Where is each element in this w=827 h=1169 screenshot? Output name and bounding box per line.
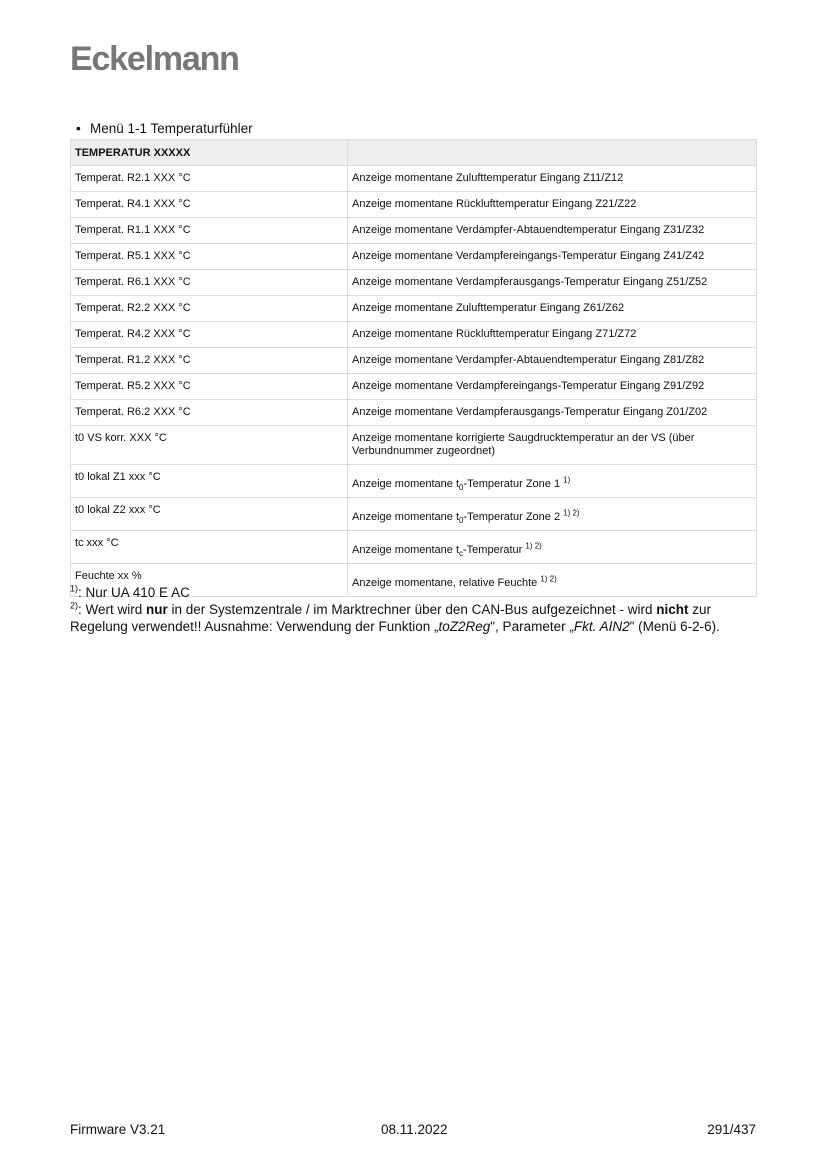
param-cell: Feuchte xx %	[71, 564, 348, 597]
section-heading	[76, 121, 253, 136]
footnote-2-text: zur Regelung verwendet!! Ausnahme: Verwendung der Funktion „	[70, 602, 711, 634]
footnote-2-text: ", Parameter „	[490, 619, 574, 634]
desc-cell	[348, 531, 757, 564]
table-header-desc	[348, 140, 757, 166]
param-cell: tc xxx °C	[71, 531, 348, 564]
desc-cell: Anzeige momentane Verdampfereingangs-Temperatur Eingang Z41/Z42	[348, 244, 757, 270]
footnote-1	[70, 584, 760, 601]
table-row	[71, 166, 757, 192]
footer-date: 08.11.2022	[381, 1122, 448, 1137]
desc-cell: Anzeige momentane Verdampfer-Abtauendtemperatur Eingang Z31/Z32	[348, 218, 757, 244]
param-cell: Temperat. R4.2 XXX °C	[71, 322, 348, 348]
footnote-2-italic-parameter: Fkt. AIN2	[573, 619, 630, 634]
table-row	[71, 296, 757, 322]
param-cell: Temperat. R2.1 XXX °C	[71, 166, 348, 192]
table-row	[71, 400, 757, 426]
param-cell: Temperat. R2.2 XXX °C	[71, 296, 348, 322]
table-row	[71, 322, 757, 348]
footnote-2-text: : Wert wird	[78, 602, 147, 617]
table-row	[71, 244, 757, 270]
desc-text-cont: -Temperatur	[463, 544, 526, 556]
desc-cell: Anzeige momentane Zulufttemperatur Eingang Z61/Z62	[348, 296, 757, 322]
desc-cell: Anzeige momentane Zulufttemperatur Eingang Z11/Z12	[348, 166, 757, 192]
param-cell: Temperat. R5.1 XXX °C	[71, 244, 348, 270]
footnotes	[70, 584, 760, 635]
desc-cell: Anzeige momentane Verdampfer-Abtauendtemperatur Eingang Z81/Z82	[348, 348, 757, 374]
param-cell: Temperat. R5.2 XXX °C	[71, 374, 348, 400]
desc-footnote-ref: 1) 2)	[525, 541, 542, 551]
footnote-2-text: " (Menü 6-2-6).	[629, 619, 720, 634]
desc-subscript: 0	[459, 483, 464, 493]
desc-text: Anzeige momentane t	[352, 478, 460, 490]
footnote-2-mark: 2)	[70, 600, 79, 611]
table-row	[71, 192, 757, 218]
desc-footnote-ref: 1) 2)	[563, 508, 580, 518]
footnote-1-mark: 1)	[70, 583, 79, 594]
footnote-2-italic-function: toZ2Reg	[438, 619, 491, 634]
footer-page-number: 291/437	[707, 1122, 756, 1137]
desc-footnote-ref: 1) 2)	[540, 574, 557, 584]
desc-cell: Anzeige momentane Rücklufttemperatur Eingang Z21/Z22	[348, 192, 757, 218]
desc-cell: Anzeige momentane Rücklufttemperatur Eingang Z71/Z72	[348, 322, 757, 348]
desc-cell: Anzeige momentane Verdampferausgangs-Temperatur Eingang Z01/Z02	[348, 400, 757, 426]
table-header-row	[71, 140, 757, 166]
param-cell: t0 lokal Z1 xxx °C	[71, 465, 348, 498]
footnote-2	[70, 601, 760, 635]
param-cell: Temperat. R6.2 XXX °C	[71, 400, 348, 426]
eckelmann-logo: Eckelmann	[70, 40, 239, 78]
table-row	[71, 374, 757, 400]
desc-subscript: c	[459, 549, 464, 559]
desc-footnote-ref: 1)	[563, 475, 571, 485]
param-cell: Temperat. R6.1 XXX °C	[71, 270, 348, 296]
footer-firmware: Firmware V3.21	[70, 1122, 166, 1137]
desc-cell: Anzeige momentane korrigierte Saugdrucktemperatur an der VS (über Verbundnummer zugeordnet)	[348, 426, 757, 465]
temperature-menu-table	[70, 139, 757, 597]
param-cell: t0 lokal Z2 xxx °C	[71, 498, 348, 531]
desc-cell	[348, 465, 757, 498]
table-row	[71, 498, 757, 531]
desc-subscript: 0	[459, 516, 464, 526]
footnote-2-text: in der Systemzentrale / im Marktrechner über den CAN-Bus aufgezeichnet - wird	[167, 602, 657, 617]
footnote-2-bold-nicht: nicht	[656, 602, 689, 617]
table-row	[71, 270, 757, 296]
desc-text: Anzeige momentane t	[352, 544, 460, 556]
table-row	[71, 348, 757, 374]
table-row	[71, 465, 757, 498]
desc-text: Anzeige momentane t	[352, 511, 460, 523]
desc-cell: Anzeige momentane Verdampferausgangs-Temperatur Eingang Z51/Z52	[348, 270, 757, 296]
table-row	[71, 218, 757, 244]
section-title: Menü 1-1 Temperaturfühler	[90, 121, 253, 136]
param-cell: t0 VS korr. XXX °C	[71, 426, 348, 465]
desc-cell: Anzeige momentane Verdampfereingangs-Temperatur Eingang Z91/Z92	[348, 374, 757, 400]
desc-text: Anzeige momentane, relative Feuchte	[352, 577, 541, 589]
param-cell: Temperat. R1.1 XXX °C	[71, 218, 348, 244]
footnote-2-bold-nur: nur	[146, 602, 168, 617]
bullet: •	[76, 121, 81, 136]
table-row	[71, 426, 757, 465]
table-row	[71, 531, 757, 564]
table-header-param: TEMPERATUR XXXXX	[71, 140, 348, 166]
desc-cell	[348, 498, 757, 531]
param-cell: Temperat. R1.2 XXX °C	[71, 348, 348, 374]
footnote-1-text: : Nur UA 410 E AC	[78, 585, 190, 600]
desc-text-cont: -Temperatur Zone 2	[463, 511, 564, 523]
param-cell: Temperat. R4.1 XXX °C	[71, 192, 348, 218]
desc-text-cont: -Temperatur Zone 1	[463, 478, 564, 490]
